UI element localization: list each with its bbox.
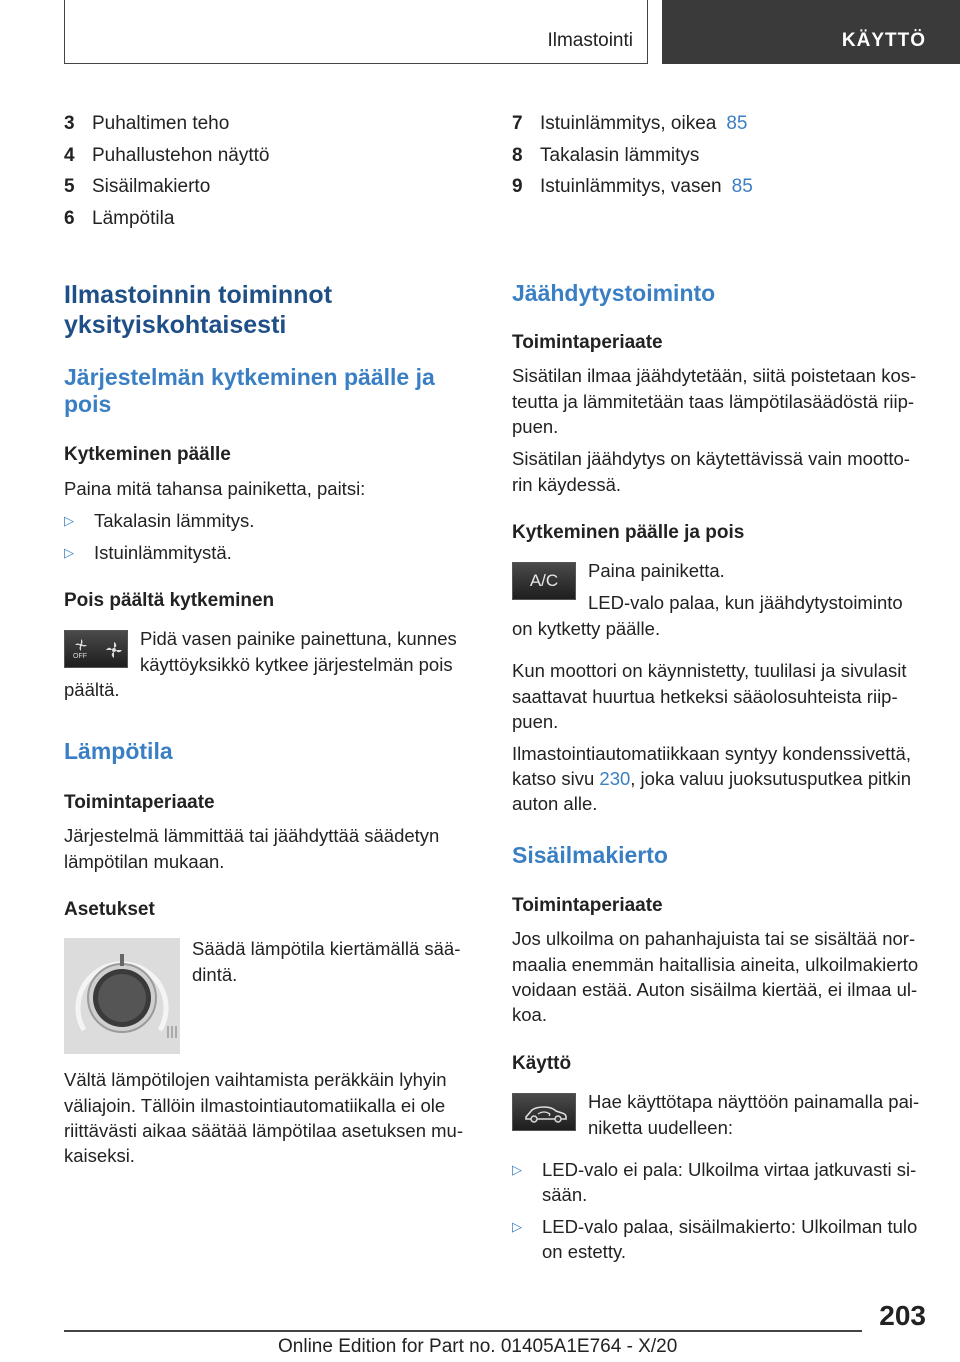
ac-button-image (512, 562, 576, 600)
text-cool-2: teutta ja lämmitetään taas lämpötilasäädöstä riip- (512, 391, 915, 412)
text-fog-2: saattavat huurtua hetkeksi sääolosuhteista riip- (512, 686, 898, 707)
bullet-triangle-icon: ▷ (64, 513, 74, 528)
text-ac-3: on kytketty päälle. (512, 618, 661, 639)
temperature-knob-image (64, 938, 180, 1054)
ac-label: A/C (529, 571, 559, 590)
text-recirc-2: maalia enemmän haitallisia aineita, ulkoilmakierto (512, 954, 919, 975)
bullet-triangle-icon: ▷ (512, 1162, 522, 1177)
header-chapter-box (662, 0, 960, 64)
bullet-item: ▷ Takalasin lämmitys. (64, 508, 254, 534)
text-ac-1: Paina painiketta. (588, 560, 725, 581)
heading-cooling-function: Jäähdytystoiminto (512, 280, 716, 306)
heading-temperature: Lämpötila (64, 738, 173, 764)
bullet-triangle-icon: ▷ (512, 1219, 522, 1234)
text-switch-off-1: Pidä vasen painike painettuna, kunnes (140, 628, 457, 649)
list-item: 6 Lämpötila (64, 207, 175, 229)
text-cool-5: rin käydessä. (512, 474, 621, 495)
list-item: 8 Takalasin lämmitys (512, 144, 700, 166)
text-condensate-3: auton alle. (512, 793, 598, 814)
legend-list-left (64, 108, 269, 234)
text-avoid-2: väliajoin. Tällöin ilmastointiautomatiikalla ei ole (64, 1095, 446, 1116)
footer-edition-text: Online Edition for Part no. 01405A1E764 - X/20 (278, 1336, 678, 1357)
list-item: 9 Istuinlämmitys, vasen 85 (512, 176, 753, 198)
text-cool-1: Sisätilan ilmaa jäähdytetään, siitä poistetaan kos- (512, 365, 917, 386)
text-fog-3: puen. (512, 711, 559, 732)
bullet-item: ▷ LED-valo palaa, sisäilmakierto: Ulkoilman tulo (512, 1214, 917, 1240)
list-item: 4 Puhallustehon näyttö (64, 144, 270, 166)
heading-system-on-off: Järjestelmän kytkeminen päälle ja pois (64, 364, 435, 417)
text-avoid-3: riittävästi aikaa säätää lämpötilaa asetuksen mu- (64, 1120, 463, 1141)
knob-icon (64, 938, 180, 1054)
text-ac-2: LED-valo palaa, kun jäähdytystoiminto (588, 592, 903, 613)
bullet-item: ▷ LED-valo ei pala: Ulkoilma virtaa jatkuvasti si- (512, 1157, 916, 1183)
page-ref-link[interactable]: 85 (731, 176, 753, 198)
text-switch-on: Paina mitä tahansa painiketta, paitsi: (64, 478, 366, 499)
text-principle-1: Järjestelmä lämmittää tai jäähdyttää säädetyn (64, 825, 440, 846)
text-use-1: Hae käyttötapa näyttöön painamalla pai- (588, 1091, 920, 1112)
text-cool-4: Sisätilan jäähdytys on käytettävissä vain mootto- (512, 448, 910, 469)
text-recirc-3: voidaan estää. Auton sisäilma kiertää, ei ilmaa ul- (512, 979, 918, 1000)
bullet-continuation: sään. (542, 1184, 588, 1205)
recirculation-button-image (512, 1093, 576, 1131)
page-ref-link[interactable]: 230 (599, 768, 631, 789)
footer-divider (64, 1330, 862, 1332)
heading-switch-on: Kytkeminen päälle (64, 444, 231, 465)
text-recirc-1: Jos ulkoilma on pahanhajuista tai se sisältää nor- (512, 928, 916, 949)
header-section-box (64, 0, 648, 64)
recirculation-car-icon (514, 1095, 574, 1129)
heading-cool-on-off: Kytkeminen päälle ja pois (512, 522, 745, 543)
heading-settings: Asetukset (64, 899, 155, 920)
bullet-continuation: on estetty. (542, 1241, 626, 1262)
heading-principle-cooling: Toimintaperiaate (512, 332, 663, 353)
text-fog-1: Kun moottori on käynnistetty, tuulilasi ja sivulasit (512, 660, 907, 681)
text-use-2: niketta uudelleen: (588, 1117, 734, 1138)
heading-use: Käyttö (512, 1053, 572, 1074)
text-cool-3: puen. (512, 416, 559, 437)
list-item: 7 Istuinlämmitys, oikea 85 (512, 113, 748, 134)
list-item: 5 Sisäilmakierto (64, 176, 211, 198)
heading-recirculation: Sisäilmakierto (512, 842, 668, 868)
text-switch-off-2: käyttöyksikkö kytkee järjestelmän pois (140, 654, 453, 675)
text-condensate-2: katso sivu 230, joka valuu juoksutusputkea pitkin (512, 768, 912, 789)
page-number: 203 (879, 1300, 926, 1331)
text-recirc-4: koa. (512, 1004, 547, 1025)
text-switch-off-3: päältä. (64, 679, 120, 700)
bullet-item: ▷ Istuinlämmitystä. (64, 540, 232, 566)
list-item: 3 Puhaltimen teho (64, 113, 230, 134)
off-label: OFF (73, 653, 87, 660)
text-avoid-4: kaiseksi. (64, 1145, 135, 1166)
off-fan-button-image (64, 630, 128, 668)
fan-small-icon (75, 639, 87, 651)
heading-principle: Toimintaperiaate (64, 792, 215, 813)
text-principle-2: lämpötilan mukaan. (64, 851, 225, 872)
section-heading-climate-functions: Ilmastoinnin toiminnot yksityiskohtaisesti (64, 281, 333, 339)
text-settings-2: dintä. (192, 964, 238, 985)
header-section-title: Ilmastointi (547, 30, 633, 51)
page-ref-link[interactable]: 85 (726, 113, 748, 134)
fan-icon (105, 641, 123, 659)
text-condensate-1: Ilmastointiautomatiikkaan syntyy kondenssivettä, (512, 743, 911, 764)
bullet-triangle-icon: ▷ (64, 545, 74, 560)
heading-principle-recirc: Toimintaperiaate (512, 895, 663, 916)
text-settings-1: Säädä lämpötila kiertämällä sää- (192, 938, 461, 959)
text-avoid-1: Vältä lämpötilojen vaihtamista peräkkäin lyhyin (64, 1069, 447, 1090)
legend-list-right (512, 108, 753, 203)
heading-switch-off: Pois päältä kytkeminen (64, 590, 275, 611)
header-chapter-title: KÄYTTÖ (841, 30, 926, 51)
